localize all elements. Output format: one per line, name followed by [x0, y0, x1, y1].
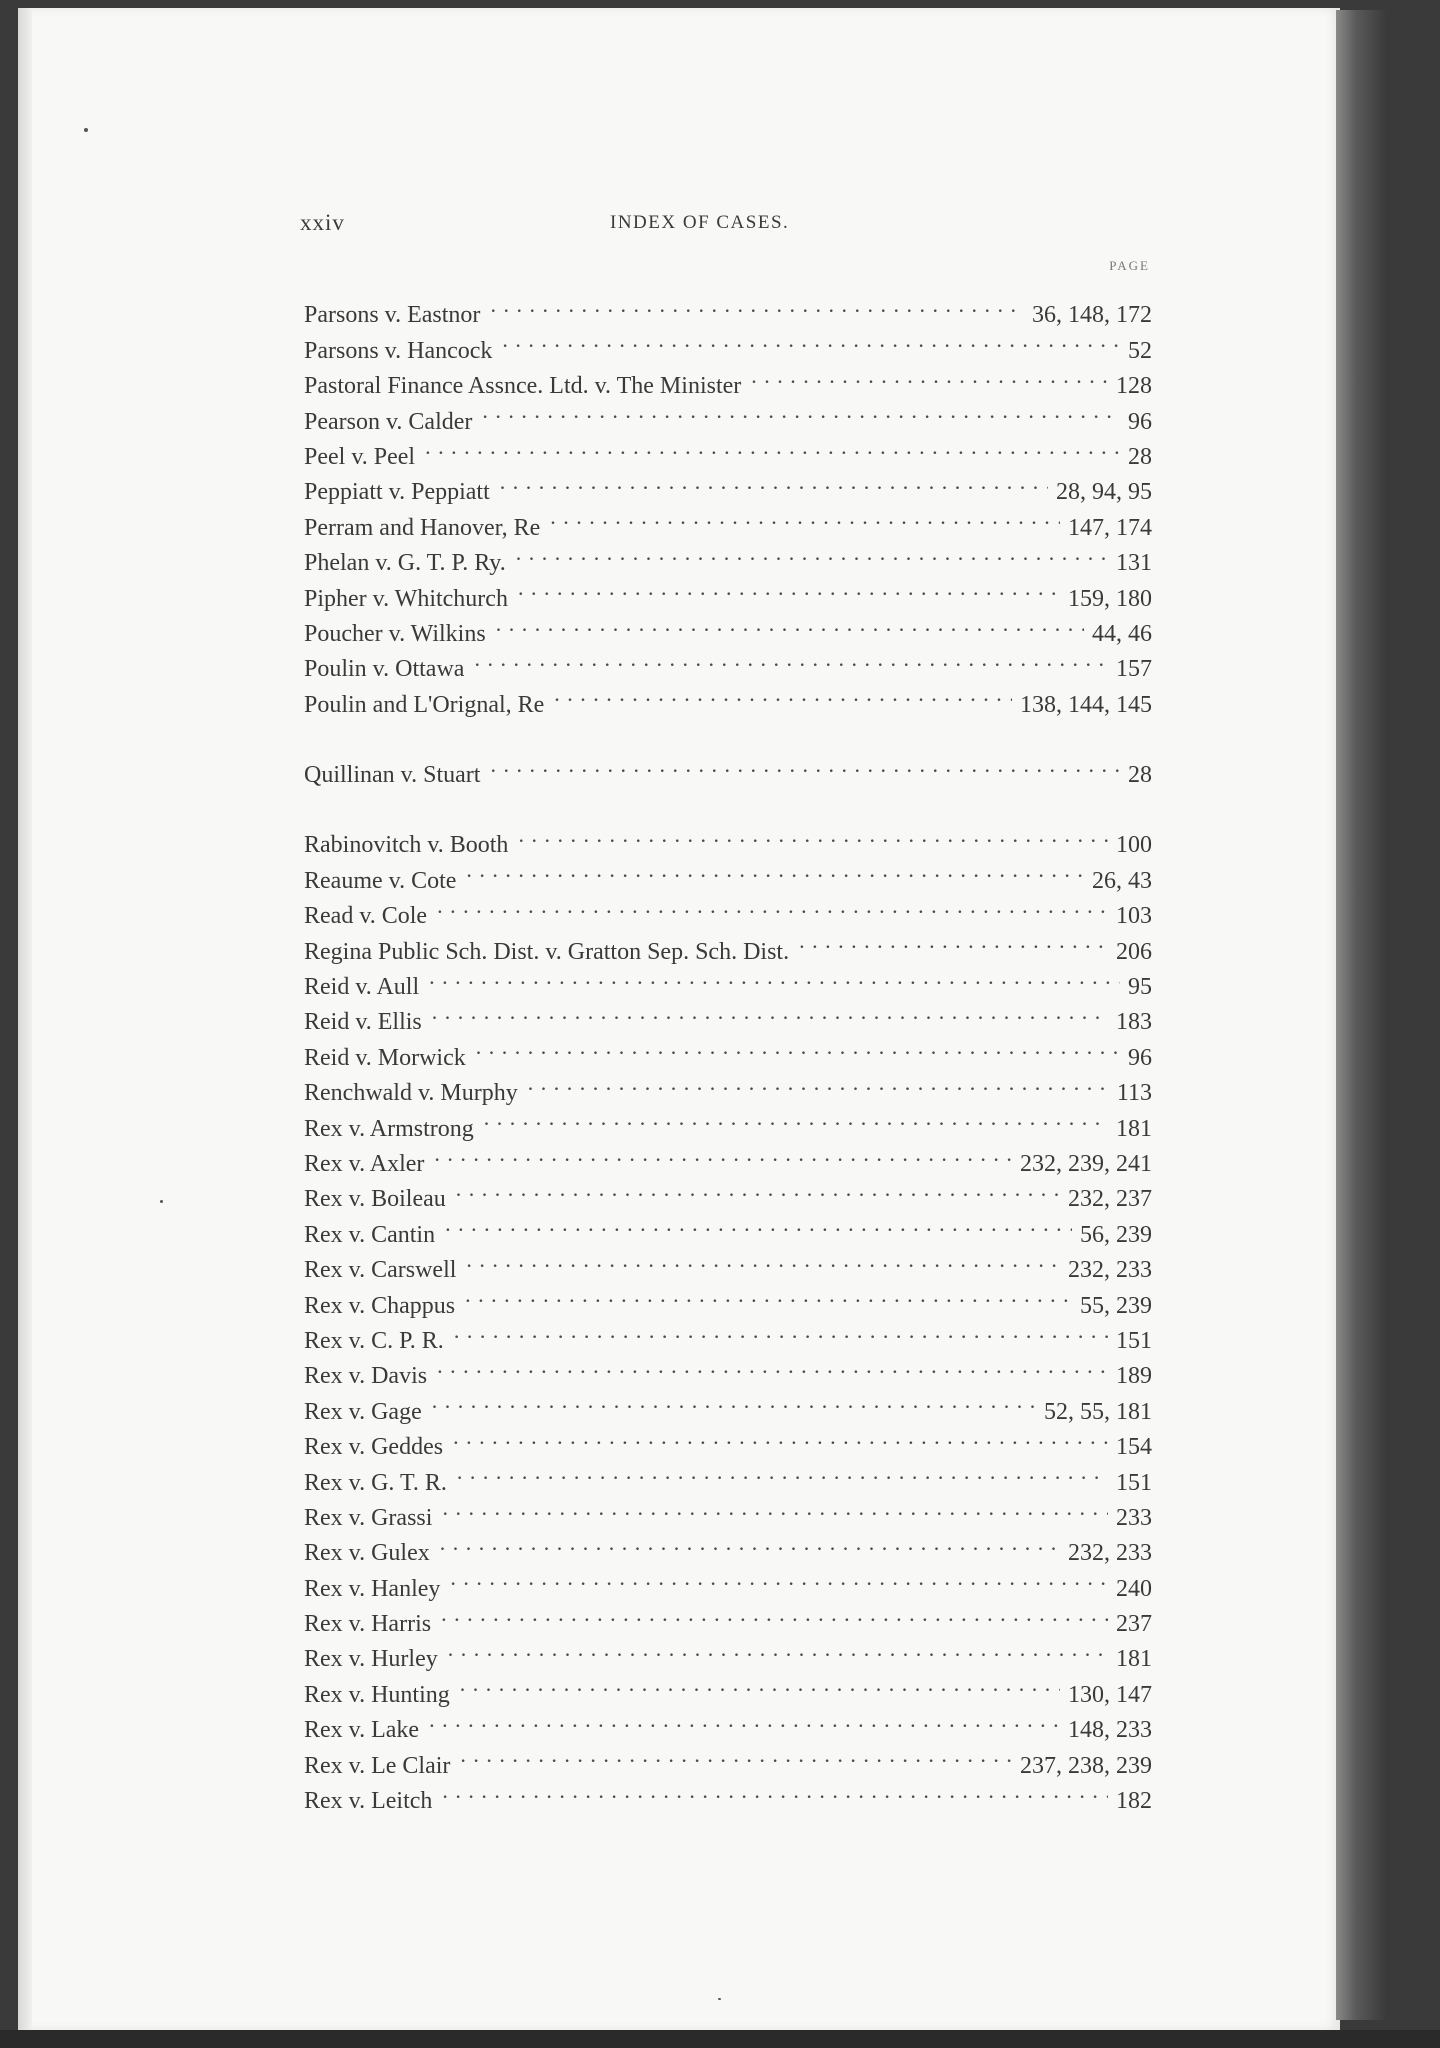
page-references: 232, 237	[1068, 1186, 1152, 1213]
dot-leader	[460, 1666, 1060, 1701]
scan-bottom-border	[0, 2030, 1440, 2048]
page-references: 44, 46	[1092, 620, 1152, 647]
case-name: Rex v. Gage	[304, 1398, 422, 1425]
page-references: 113	[1116, 1080, 1152, 1107]
case-name: Reid v. Morwick	[304, 1044, 466, 1071]
page-references: 128	[1116, 373, 1152, 400]
case-name: Rex v. Axler	[304, 1150, 425, 1177]
case-name: Rex v. Boileau	[304, 1186, 446, 1213]
page-references: 237, 238, 239	[1020, 1752, 1152, 1779]
dot-leader	[450, 1560, 1108, 1595]
index-entry	[304, 1737, 1152, 1779]
page-references: 147, 174	[1068, 514, 1152, 541]
dot-leader	[460, 1737, 1012, 1772]
dot-leader	[490, 287, 1024, 322]
page-references: 232, 239, 241	[1020, 1150, 1152, 1177]
dot-leader	[474, 641, 1108, 676]
case-name: Parsons v. Hancock	[304, 337, 493, 364]
dot-leader	[516, 535, 1108, 570]
page-references: 181	[1116, 1115, 1152, 1142]
page-references: 151	[1116, 1327, 1152, 1354]
case-name: Poulin v. Ottawa	[304, 656, 465, 683]
dot-leader	[432, 994, 1108, 1029]
page-references: 130, 147	[1068, 1681, 1152, 1708]
dot-leader	[453, 1419, 1108, 1454]
dot-leader	[437, 1348, 1108, 1383]
dot-leader	[457, 1454, 1108, 1489]
dot-leader	[441, 1596, 1108, 1631]
dot-leader	[799, 923, 1108, 958]
case-name: Perram and Hanover, Re	[304, 514, 541, 541]
index-entry	[304, 464, 1152, 506]
page-references: 206	[1116, 938, 1152, 965]
index-entry	[304, 994, 1152, 1036]
page-references: 237	[1116, 1611, 1152, 1638]
page-references: 182	[1116, 1788, 1152, 1815]
index-entry	[304, 429, 1152, 470]
case-name: Rex v. Geddes	[304, 1434, 444, 1461]
dot-leader	[482, 393, 1120, 428]
case-name: Rabinovitch v. Booth	[304, 832, 509, 859]
page-references: 181	[1116, 1646, 1152, 1673]
dot-leader	[466, 852, 1084, 887]
case-name: Rex v. Lake	[304, 1717, 420, 1744]
page-references: 52, 55, 181	[1044, 1398, 1152, 1425]
page-references: 232, 233	[1068, 1257, 1152, 1284]
case-name: Rex v. Davis	[304, 1363, 428, 1390]
page-title: INDEX OF CASES.	[610, 212, 790, 233]
page-references: 138, 144, 145	[1020, 691, 1152, 718]
case-name: Rex v. Hunting	[304, 1681, 450, 1708]
dot-leader	[528, 1065, 1109, 1100]
dot-leader	[429, 1702, 1060, 1737]
dot-leader	[500, 464, 1048, 499]
page-references: 103	[1116, 903, 1152, 930]
case-name: Rex v. G. T. R.	[304, 1469, 447, 1496]
page-references: 28	[1128, 762, 1152, 789]
dot-leader	[476, 1029, 1120, 1064]
case-name: Regina Public Sch. Dist. v. Gratton Sep. Sch. Dist.	[304, 938, 790, 965]
case-name: Rex v. Cantin	[304, 1221, 436, 1248]
index-of-cases	[304, 287, 1152, 1815]
case-name: Read v. Cole	[304, 903, 428, 930]
page-edge-shadow	[1336, 10, 1386, 2020]
case-name: Peel v. Peel	[304, 443, 416, 470]
page-gutter	[18, 8, 32, 2030]
dot-leader	[454, 1313, 1108, 1348]
page-references: 148, 233	[1068, 1717, 1152, 1744]
dot-leader	[496, 606, 1084, 641]
dot-leader	[550, 499, 1060, 534]
dot-leader	[432, 1383, 1036, 1418]
case-name: Rex v. Gulex	[304, 1540, 430, 1567]
dot-leader	[442, 1773, 1108, 1808]
dot-leader	[484, 1100, 1108, 1135]
index-entry	[304, 1383, 1152, 1425]
page-references: 96	[1128, 1044, 1152, 1071]
dot-leader	[434, 1136, 1012, 1171]
case-name: Parsons v. Eastnor	[304, 302, 481, 329]
dot-leader	[751, 358, 1108, 393]
page-references: 154	[1116, 1434, 1152, 1461]
dot-leader	[456, 1171, 1060, 1206]
page-column-label: PAGE	[1109, 258, 1150, 273]
scan-speck	[84, 128, 88, 132]
case-name: Rex v. C. P. R.	[304, 1327, 444, 1354]
page-references: 131	[1116, 550, 1152, 577]
page-references: 36, 148, 172	[1032, 302, 1152, 329]
page-references: 159, 180	[1068, 585, 1152, 612]
dot-leader	[465, 1277, 1072, 1312]
dot-leader	[440, 1525, 1060, 1560]
page-references: 95	[1128, 974, 1152, 1001]
dot-leader	[502, 322, 1120, 357]
case-name: Poulin and L'Orignal, Re	[304, 691, 545, 718]
case-name: Poucher v. Wilkins	[304, 620, 486, 647]
index-entry	[304, 959, 1152, 1001]
page-number: xxiv	[300, 210, 345, 235]
scan-speck	[160, 1200, 163, 1203]
page-references: 100	[1116, 832, 1152, 859]
case-name: Pearson v. Calder	[304, 408, 473, 435]
page-references: 28, 94, 95	[1056, 479, 1152, 506]
dot-leader	[518, 817, 1108, 852]
page-references: 55, 239	[1080, 1292, 1152, 1319]
case-name: Rex v. Harris	[304, 1611, 432, 1638]
index-entry	[304, 287, 1152, 329]
page-references: 52	[1128, 337, 1152, 364]
case-name: Rex v. Grassi	[304, 1504, 433, 1531]
case-name: Phelan v. G. T. P. Ry.	[304, 550, 506, 577]
case-name: Renchwald v. Murphy	[304, 1080, 518, 1107]
dot-leader	[437, 888, 1108, 923]
index-entry	[304, 817, 1152, 859]
case-name: Rex v. Hanley	[304, 1575, 441, 1602]
page-references: 151	[1116, 1469, 1152, 1496]
index-entry	[304, 747, 1152, 789]
dot-leader	[429, 959, 1120, 994]
page-references: 56, 239	[1080, 1221, 1152, 1248]
case-name: Pastoral Finance Assnce. Ltd. v. The Minister	[304, 373, 742, 400]
page-references: 157	[1116, 656, 1152, 683]
dot-leader	[466, 1242, 1060, 1277]
scan-speck	[718, 1998, 721, 2000]
index-entry	[304, 1702, 1152, 1744]
running-head	[300, 210, 1150, 240]
dot-leader	[518, 570, 1060, 605]
case-name: Reaume v. Cote	[304, 867, 457, 894]
case-name: Rex v. Le Clair	[304, 1752, 451, 1779]
page-references: 233	[1116, 1504, 1152, 1531]
case-name: Rex v. Carswell	[304, 1257, 457, 1284]
page-references: 26, 43	[1092, 867, 1152, 894]
page-references: 189	[1116, 1363, 1152, 1390]
page-references: 96	[1128, 408, 1152, 435]
case-name: Pipher v. Whitchurch	[304, 585, 508, 612]
dot-leader	[448, 1631, 1108, 1666]
case-name: Peppiatt v. Peppiatt	[304, 479, 490, 506]
case-name: Rex v. Armstrong	[304, 1115, 474, 1142]
case-name: Rex v. Hurley	[304, 1646, 438, 1673]
dot-leader	[445, 1206, 1072, 1241]
case-name: Rex v. Chappus	[304, 1292, 456, 1319]
dot-leader	[442, 1490, 1108, 1525]
page-references: 240	[1116, 1575, 1152, 1602]
case-name: Reid v. Aull	[304, 974, 420, 1001]
dot-leader	[425, 429, 1120, 464]
case-name: Reid v. Ellis	[304, 1009, 422, 1036]
dot-leader	[554, 676, 1012, 711]
case-name: Rex v. Leitch	[304, 1788, 433, 1815]
case-name: Quillinan v. Stuart	[304, 762, 481, 789]
page-references: 232, 233	[1068, 1540, 1152, 1567]
dot-leader	[490, 747, 1120, 782]
page-references: 183	[1116, 1009, 1152, 1036]
page-references: 28	[1128, 443, 1152, 470]
